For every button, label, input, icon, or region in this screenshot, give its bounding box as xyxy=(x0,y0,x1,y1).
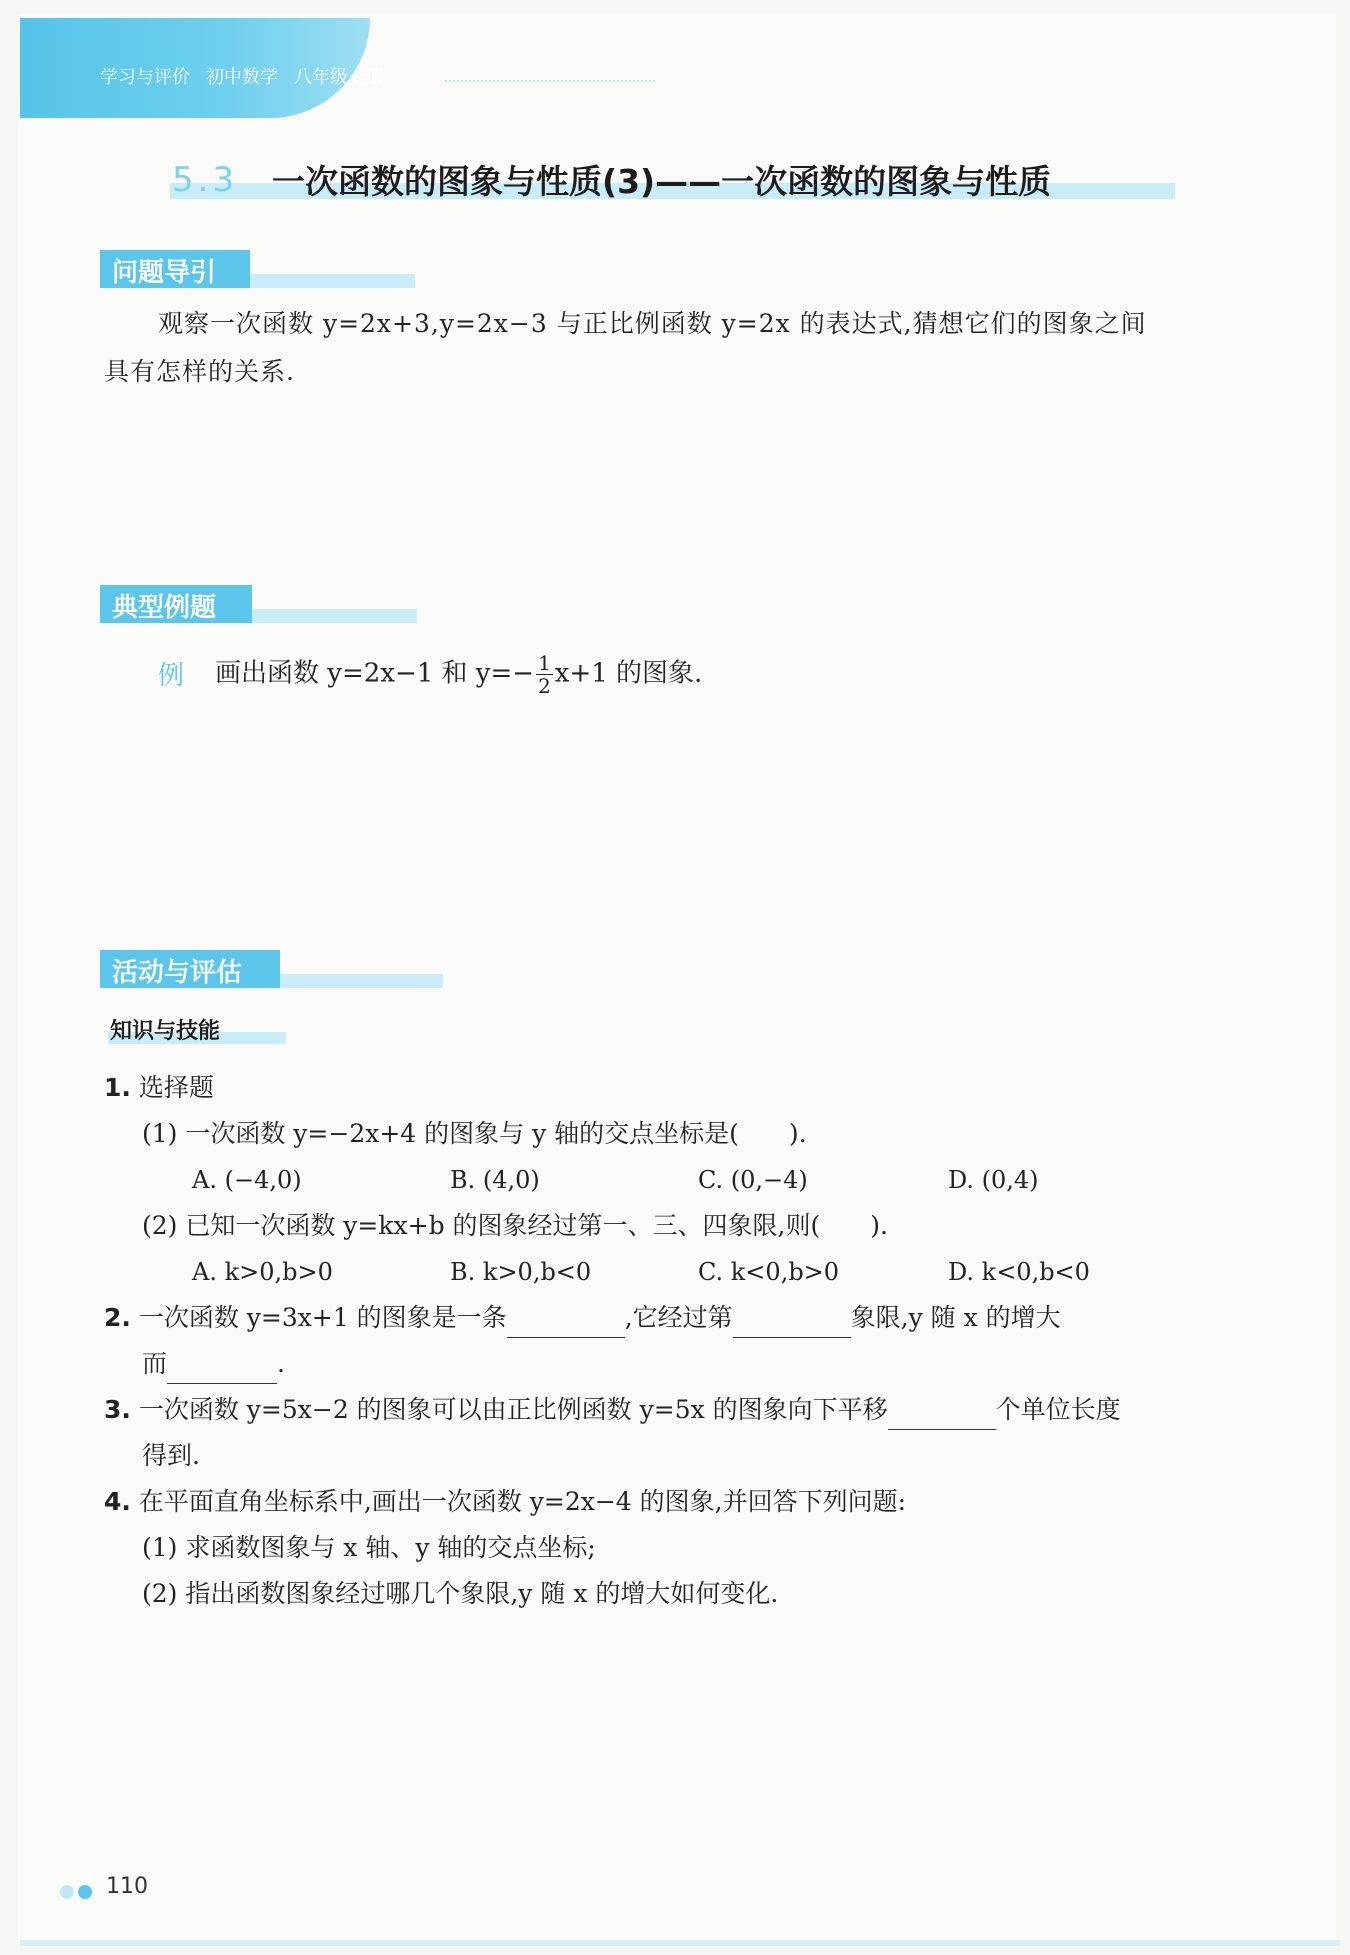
question-4-2: (2) 指出函数图象经过哪几个象限,y 随 x 的增大如何变化. xyxy=(142,1579,779,1608)
question-2-text-b: ,它经过第 xyxy=(624,1303,733,1332)
section-tag-label: 活动与评估 xyxy=(112,958,243,988)
page-title: 一次函数的图象与性质(3)——一次函数的图象与性质 xyxy=(272,162,1052,201)
question-4 xyxy=(104,1482,906,1522)
section-tag-label: 典型例题 xyxy=(112,593,217,623)
question-number: 4. xyxy=(104,1487,131,1516)
question-number: 2. xyxy=(104,1303,131,1332)
answer-blank[interactable] xyxy=(733,1310,851,1338)
option-d: D. k<0,b<0 xyxy=(948,1258,1090,1286)
fraction-denominator: 2 xyxy=(538,674,551,698)
option-d: D. (0,4) xyxy=(948,1166,1039,1194)
example-text-a: 画出函数 y=2x−1 和 y=− xyxy=(215,658,535,689)
example-text-b: x+1 的图象. xyxy=(554,658,703,689)
section-tag-line xyxy=(252,609,417,623)
question-1 xyxy=(104,1068,214,1108)
question-1-1: (1) 一次函数 y=−2x+4 的图象与 y 轴的交点坐标是( ). xyxy=(142,1119,807,1148)
question-1-title: 选择题 xyxy=(138,1073,214,1102)
question-3-text-b: 个单位长度 xyxy=(995,1395,1121,1424)
question-2-text-c: 象限,y 随 x 的增大 xyxy=(850,1303,1061,1332)
question-2-text-d: 而 xyxy=(142,1349,168,1378)
header-dotted-line xyxy=(445,80,655,82)
header-subject: 初中数学 xyxy=(206,67,278,88)
question-3-cont: 得到. xyxy=(142,1441,200,1470)
question-1-2: (2) 已知一次函数 y=kx+b 的图象经过第一、三、四象限,则( ). xyxy=(142,1211,888,1240)
question-3 xyxy=(104,1390,1121,1430)
fraction xyxy=(536,652,553,697)
section-tag-activities xyxy=(100,950,345,988)
footer-dots-icon xyxy=(60,1885,92,1899)
answer-blank[interactable] xyxy=(888,1402,996,1430)
section-tag-intro xyxy=(100,250,320,288)
answer-blank[interactable] xyxy=(167,1356,277,1384)
option-a: A. k>0,b>0 xyxy=(192,1258,333,1286)
option-b: B. k>0,b<0 xyxy=(450,1258,592,1286)
header-book: 学习与评价 xyxy=(100,67,190,88)
option-a: A. (−4,0) xyxy=(192,1166,302,1194)
option-c: C. k<0,b>0 xyxy=(698,1258,840,1286)
section-number: 5.3 xyxy=(172,160,239,200)
intro-line-2: 具有怎样的关系. xyxy=(104,357,295,386)
example-text xyxy=(215,652,702,697)
header-text xyxy=(100,64,384,88)
question-2-text-a: 一次函数 y=3x+1 的图象是一条 xyxy=(138,1303,507,1332)
answer-blank[interactable] xyxy=(507,1310,625,1338)
question-number: 1. xyxy=(104,1073,131,1102)
option-c: C. (0,−4) xyxy=(698,1166,808,1194)
intro-line-1: 观察一次函数 y=2x+3,y=2x−3 与正比例函数 y=2x 的表达式,猜想它们的图象之间 xyxy=(158,309,1147,338)
subhead-knowledge: 知识与技能 xyxy=(110,1019,221,1044)
section-tag-label: 问题导引 xyxy=(112,258,217,288)
section-tag-line xyxy=(250,274,415,288)
page-number: 110 xyxy=(106,1874,148,1899)
footer-line xyxy=(20,1940,1340,1946)
example-label: 例 xyxy=(158,661,185,691)
question-2-cont xyxy=(142,1344,285,1384)
option-b: B. (4,0) xyxy=(450,1166,540,1194)
question-3-text-a: 一次函数 y=5x−2 的图象可以由正比例函数 y=5x 的图象向下平移 xyxy=(138,1395,888,1424)
fraction-numerator: 1 xyxy=(538,651,551,675)
question-4-1: (1) 求函数图象与 x 轴、y 轴的交点坐标; xyxy=(142,1533,596,1562)
question-2-text-e: . xyxy=(277,1349,285,1378)
question-number: 3. xyxy=(104,1395,131,1424)
section-tag-examples xyxy=(100,585,320,623)
question-2 xyxy=(104,1298,1061,1338)
section-tag-line xyxy=(280,974,443,988)
question-4-text: 在平面直角坐标系中,画出一次函数 y=2x−4 的图象,并回答下列问题: xyxy=(138,1487,907,1516)
header-grade: 八年级上册 xyxy=(294,67,384,88)
